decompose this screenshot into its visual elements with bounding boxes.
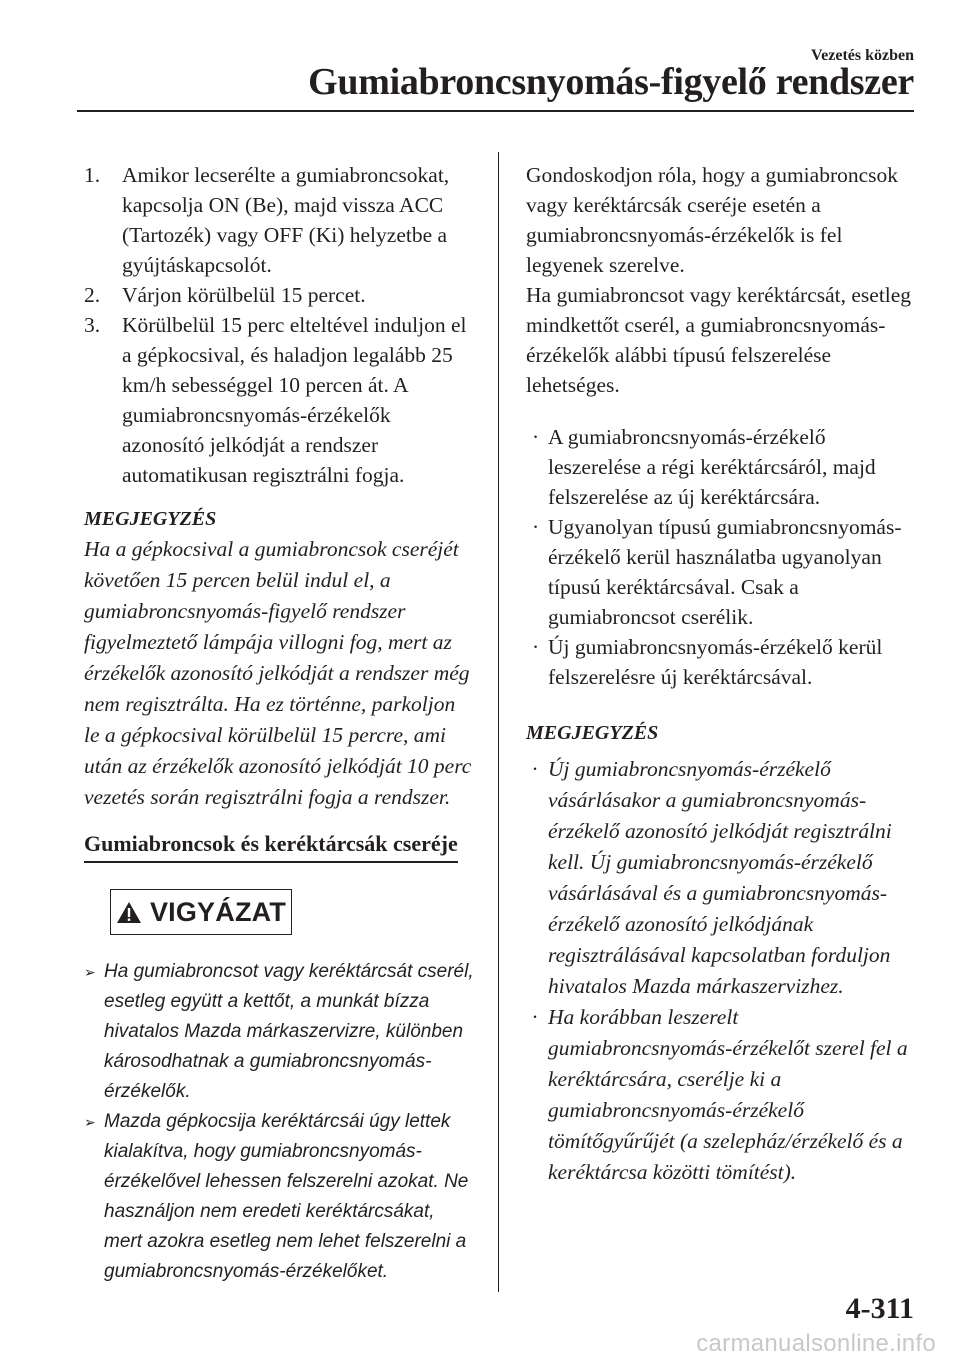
left-column <box>84 160 476 1287</box>
column-divider <box>498 152 499 1292</box>
bullet-text: Új gumiabroncsnyomás-érzékelő kerül felszerelésre új keréktárcsával. <box>548 635 883 689</box>
arrow-right-icon: ➢ <box>84 1114 96 1130</box>
watermark: carmanualsonline.info <box>696 1330 936 1357</box>
warning-item <box>84 957 476 1107</box>
warning-text: Mazda gépkocsija keréktárcsái úgy lettek kialakítva, hogy gumiabroncsnyomás-érzékelővel lehessen felszerelni azokat. Ne használjon nem eredeti keréktárcsákat, mert azokra esetleg nem lehet felszerelni a gumiabroncsnyomás-érzékelőket. <box>104 1111 469 1282</box>
bullet-item <box>526 512 918 632</box>
bullet-text: Ugyanolyan típusú gumiabroncsnyomás-érzékelő kerül használatba ugyanolyan típusú keréktárcsával. Csak a gumiabroncsot cserélik. <box>548 515 902 629</box>
warning-label: VIGYÁZAT <box>149 897 287 927</box>
step-text: Várjon körülbelül 15 percet. <box>122 283 366 307</box>
note-title: MEGJEGYZÉS <box>526 722 659 744</box>
note-bullet-item <box>526 754 918 1002</box>
warning-box <box>110 889 292 935</box>
arrow-right-icon: ➢ <box>84 964 96 980</box>
warning-list <box>84 957 476 1287</box>
bullet-dot: · <box>532 757 538 781</box>
bullet-item <box>526 422 918 512</box>
note-text: Ha a gépkocsival a gumiabroncsok cseréjét követően 15 percen belül indul el, a gumiabroncsnyomás-figyelő rendszer figyelmeztető lámpája villogni fog, mert az érzékelők azonosító jelkódját a rendszer még nem regisztrálta. Ha ez történne, parkoljon le a gépkocsival körülbelül 15 percre, ami után az érzékelők azonosító jelkódját 10 perc vezetés során regisztrálni fogja a rendszer. <box>84 537 472 809</box>
bullet-dot: · <box>532 635 540 659</box>
warning-text: Ha gumiabroncsot vagy keréktárcsát cserél, esetleg együtt a kettőt, a munkát bízza hivatalos Mazda márkaszervizre, különben károsodhatnak a gumiabroncsnyomás-érzékelők. <box>104 961 474 1102</box>
subheading: Gumiabroncsok és keréktárcsák cseréje <box>84 829 458 863</box>
step-item <box>84 310 476 490</box>
bullet-dot: · <box>532 515 540 539</box>
page-title: Gumiabroncsnyomás-figyelő rendszer <box>308 61 914 103</box>
note-title: MEGJEGYZÉS <box>84 508 217 530</box>
note-bullet-text: Ha korábban leszerelt gumiabroncsnyomás-érzékelőt szerel fel a keréktárcsára, cserélje ki a gumiabroncsnyomás-érzékelő tömítőgyűrűjét (a szelepház/érzékelő és a keréktárcsa közötti tömítést). <box>548 1005 908 1184</box>
header-section: Vezetés közben <box>811 47 914 64</box>
step-item <box>84 280 476 310</box>
bullet-text: A gumiabroncsnyomás-érzékelő leszerelése a régi keréktárcsáról, majd felszerelése az új keréktárcsára. <box>548 425 876 509</box>
steps-list <box>84 160 476 490</box>
bullet-dot: · <box>532 425 540 449</box>
step-text: Körülbelül 15 perc elteltével induljon el a gépkocsival, és haladjon legalább 25 km/h sebességgel 10 percen át. A gumiabroncsnyomás-érzékelők azonosító jelkódját a rendszer automatikusan regisztrálni fogja. <box>122 313 467 487</box>
step-number: 1. <box>84 163 101 187</box>
bullet-dot: · <box>532 1005 538 1029</box>
step-number: 2. <box>84 283 101 307</box>
warning-triangle-icon <box>116 901 142 924</box>
note-bullet-text: Új gumiabroncsnyomás-érzékelő vásárlásakor a gumiabroncsnyomás-érzékelő azonosító jelkódját regisztrálni kell. Új gumiabroncsnyomás-érzékelő vásárlásával és a gumiabroncsnyomás-érzékelő azonosító jelkódjának regisztrálásával kapcsolatban forduljon hivatalos Mazda márkaszervizhez. <box>548 757 892 998</box>
bullet-list <box>526 422 918 692</box>
right-column <box>526 160 918 1188</box>
header-rule <box>77 110 914 112</box>
page-number: 4-311 <box>845 1292 914 1325</box>
note-bullet-list <box>526 754 918 1188</box>
step-item <box>84 160 476 280</box>
step-text: Amikor lecserélte a gumiabroncsokat, kapcsolja ON (Be), majd vissza ACC (Tartozék) vagy OFF (Ki) helyzetbe a gyújtáskapcsolót. <box>122 163 450 277</box>
step-number: 3. <box>84 313 101 337</box>
bullet-item <box>526 632 918 692</box>
intro-paragraph: Gondoskodjon róla, hogy a gumiabroncsok vagy keréktárcsák cseréje esetén a gumiabroncsnyomás-érzékelők is fel legyenek szerelve. Ha gumiabroncsot vagy keréktárcsát, esetleg mindkettőt cserél, a gumiabroncsnyomás-érzékelők alábbi típusú felszerelése lehetséges. <box>526 163 912 397</box>
warning-item <box>84 1107 476 1287</box>
note-bullet-item <box>526 1002 918 1188</box>
